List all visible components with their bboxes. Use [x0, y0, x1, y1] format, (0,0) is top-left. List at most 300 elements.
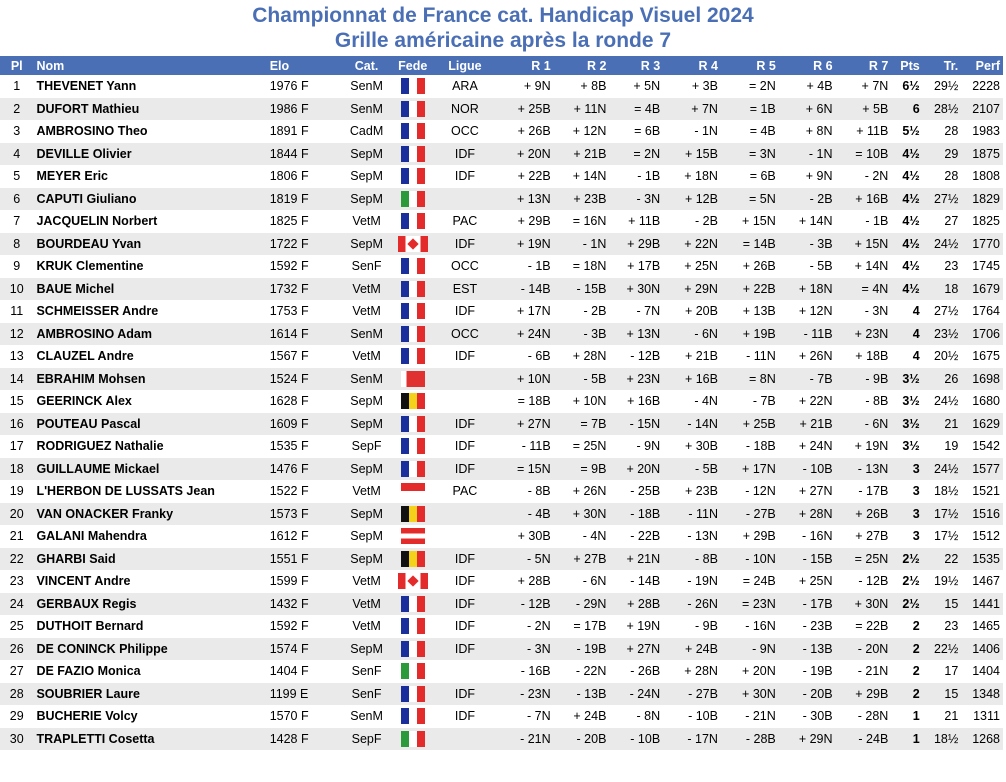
flag-icon [401, 101, 425, 117]
rank-cell: 17 [9, 439, 24, 454]
header-row [0, 56, 1003, 75]
player-name-link[interactable]: JACQUELIN Norbert [36, 214, 158, 229]
round-result-cell: - 11B [803, 326, 833, 341]
points-cell: 4½ [902, 191, 920, 206]
elo-cell: 1535 F [269, 439, 309, 454]
tiebreak-cell: 24½ [933, 461, 959, 476]
round-result-cell: - 27B [745, 506, 776, 521]
federation-cell [388, 593, 437, 616]
player-row[interactable] [0, 233, 1003, 256]
round-result-cell: + 5B [862, 101, 889, 116]
points-cell: 2½ [902, 596, 920, 611]
player-row[interactable] [0, 548, 1003, 571]
rank-cell: 28 [9, 686, 24, 701]
col-header-cat[interactable]: Cat. [354, 58, 379, 73]
round-result-cell: - 19B [802, 664, 833, 679]
round-result-cell: + 27N [516, 416, 551, 431]
round-result-cell: - 2B [809, 191, 833, 206]
round-result-cell: - 23N [520, 686, 551, 701]
points-cell: 3 [912, 461, 920, 476]
flag-icon [401, 348, 425, 364]
round-result-cell: - 6B [527, 349, 551, 364]
round-result-cell: + 26B [517, 124, 551, 139]
round-result-cell: - 9B [695, 619, 718, 634]
category-cell: SenM [350, 371, 383, 386]
player-name-link[interactable]: MEYER Eric [36, 169, 109, 184]
player-name-link[interactable]: DE FAZIO Monica [36, 664, 141, 679]
league-cell: IDF [454, 169, 475, 184]
points-cell: 2 [912, 619, 920, 634]
round-result-cell: + 23N [854, 326, 889, 341]
player-name-link[interactable]: GALANI Mahendra [36, 529, 147, 544]
round-result-cell: + 24B [684, 641, 718, 656]
elo-cell: 1806 F [269, 169, 309, 184]
elo-cell: 1722 F [269, 236, 309, 251]
league-cell: OCC [451, 326, 479, 341]
round-result-cell: + 8B [580, 79, 607, 94]
player-name-link[interactable]: DE CONINCK Philippe [36, 641, 168, 656]
round-result-cell: + 29N [684, 281, 718, 296]
round-result-cell: + 24B [573, 709, 607, 724]
player-row[interactable] [0, 593, 1003, 616]
round-result-cell: = 1B [749, 101, 776, 116]
performance-cell: 2107 [972, 101, 1000, 116]
federation-cell [388, 548, 437, 571]
tiebreak-cell: 22 [944, 551, 959, 566]
round-result-cell: - 16B [520, 664, 551, 679]
round-result-cell: - 30B [802, 709, 833, 724]
col-header-perf[interactable]: Perf [975, 58, 1000, 73]
round-result-cell: + 28B [517, 574, 551, 589]
round-result-cell: - 1B [865, 214, 889, 229]
round-result-cell: - 14B [520, 281, 551, 296]
round-result-cell: + 12N [798, 304, 833, 319]
performance-cell: 1983 [972, 124, 1000, 139]
performance-cell: 1825 [972, 214, 1000, 229]
league-cell: IDF [454, 709, 475, 724]
category-cell: VetM [352, 574, 381, 589]
round-result-cell: + 23B [573, 191, 607, 206]
points-cell: 1 [912, 709, 920, 724]
federation-cell [388, 390, 437, 413]
round-result-cell: - 13N [857, 461, 889, 476]
round-result-cell: + 29N [798, 731, 833, 746]
player-name-link[interactable]: SOUBRIER Laure [36, 686, 140, 701]
category-cell: SenM [350, 79, 383, 94]
league-cell: ARA [452, 79, 478, 94]
performance-cell: 1406 [972, 641, 1000, 656]
player-name-link[interactable]: GHARBI Said [36, 551, 116, 566]
points-cell: 4½ [902, 259, 920, 274]
player-row[interactable] [0, 525, 1003, 548]
player-row[interactable] [0, 345, 1003, 368]
player-name-link[interactable]: CLAUZEL Andre [36, 349, 134, 364]
player-row[interactable] [0, 255, 1003, 278]
round-result-cell: + 23B [684, 484, 718, 499]
player-name-link[interactable]: THEVENET Yann [36, 79, 137, 94]
round-result-cell: + 25B [517, 101, 551, 116]
player-row[interactable] [0, 413, 1003, 436]
round-result-cell: + 11B [628, 214, 661, 229]
round-result-cell: + 5N [633, 79, 661, 94]
category-cell: SepM [350, 169, 383, 184]
round-result-cell: - 18B [630, 506, 661, 521]
category-cell: VetM [352, 349, 381, 364]
tiebreak-cell: 19½ [933, 574, 959, 589]
flag-icon [401, 596, 425, 612]
round-result-cell: + 21B [684, 349, 718, 364]
round-result-cell: = 17B [573, 619, 607, 634]
round-result-cell: = 14B [742, 236, 776, 251]
round-result-cell: + 22N [798, 394, 833, 409]
performance-cell: 1808 [972, 169, 1000, 184]
rank-cell: 29 [9, 709, 24, 724]
elo-cell: 1524 F [269, 371, 309, 386]
performance-cell: 1465 [972, 619, 1000, 634]
player-name-link[interactable]: AMBROSINO Theo [36, 124, 148, 139]
player-row[interactable] [0, 435, 1003, 458]
category-cell: SepM [350, 551, 383, 566]
round-result-cell: - 27B [688, 686, 718, 701]
round-result-cell: + 17B [627, 259, 661, 274]
player-name-link[interactable]: GERBAUX Regis [36, 596, 137, 611]
round-result-cell: = 8N [749, 371, 776, 386]
col-header-r5[interactable]: R 5 [756, 58, 776, 73]
player-row[interactable] [0, 323, 1003, 346]
round-result-cell: + 29B [627, 236, 661, 251]
performance-cell: 1629 [972, 416, 1000, 431]
points-cell: 4 [912, 349, 920, 364]
player-name-link[interactable]: BAUE Michel [36, 281, 115, 296]
federation-cell [388, 210, 437, 233]
round-result-cell: = 9B [580, 461, 607, 476]
player-row[interactable] [0, 683, 1003, 706]
round-result-cell: - 20B [576, 731, 607, 746]
round-result-cell: - 9B [865, 371, 889, 386]
col-header-r7[interactable]: R 7 [868, 58, 889, 73]
round-result-cell: - 23B [802, 619, 833, 634]
elo-cell: 1599 F [269, 574, 309, 589]
col-header-ligue[interactable]: Ligue [448, 58, 482, 73]
player-row[interactable] [0, 210, 1003, 233]
points-cell: 2½ [902, 574, 920, 589]
player-row[interactable] [0, 728, 1003, 751]
col-header-r2[interactable]: R 2 [586, 58, 607, 73]
tiebreak-cell: 17½ [933, 506, 959, 521]
player-row[interactable] [0, 120, 1003, 143]
round-result-cell: + 25B [742, 416, 776, 431]
points-cell: 2½ [902, 551, 920, 566]
elo-cell: 1199 E [269, 686, 309, 701]
col-header-r6[interactable]: R 6 [813, 58, 833, 73]
rank-cell: 11 [10, 304, 24, 319]
col-header-r3[interactable]: R 3 [640, 58, 661, 73]
rank-cell: 3 [13, 124, 21, 139]
round-result-cell: - 10N [745, 551, 776, 566]
federation-cell [388, 98, 437, 121]
points-cell: 6 [912, 101, 920, 116]
player-row[interactable] [0, 660, 1003, 683]
page-title: Championnat de France cat. Handicap Visuel 2024 [252, 4, 754, 27]
player-row[interactable] [0, 480, 1003, 503]
league-cell: IDF [454, 574, 475, 589]
player-name-link[interactable]: AMBROSINO Adam [36, 326, 152, 341]
elo-cell: 1753 F [269, 304, 309, 319]
category-cell: SepF [351, 731, 382, 746]
round-result-cell: + 28N [684, 664, 718, 679]
round-result-cell: + 28N [798, 506, 833, 521]
round-result-cell: + 12N [572, 124, 607, 139]
category-cell: SenF [351, 664, 382, 679]
round-result-cell: = 4N [861, 281, 889, 296]
round-result-cell: + 13N [516, 191, 551, 206]
elo-cell: 1976 F [269, 79, 309, 94]
col-header-fede[interactable]: Fede [398, 58, 428, 73]
category-cell: SenF [351, 686, 382, 701]
elo-cell: 1573 F [269, 506, 309, 521]
round-result-cell: + 13N [626, 326, 661, 341]
round-result-cell: - 8N [636, 709, 661, 724]
round-result-cell: - 12B [630, 349, 661, 364]
federation-cell [388, 683, 437, 706]
player-row[interactable] [0, 188, 1003, 211]
round-result-cell: - 5B [583, 371, 607, 386]
flag-icon [401, 551, 425, 567]
round-result-cell: + 30N [742, 686, 776, 701]
round-result-cell: - 8B [865, 394, 889, 409]
player-row[interactable] [0, 165, 1003, 188]
player-row[interactable] [0, 458, 1003, 481]
col-header-r1[interactable]: R 1 [531, 58, 551, 73]
col-header-elo[interactable]: Elo [269, 58, 290, 73]
performance-cell: 1516 [972, 506, 1000, 521]
player-row[interactable] [0, 143, 1003, 166]
flag-icon [401, 483, 425, 499]
league-cell: IDF [454, 236, 475, 251]
tiebreak-cell: 29½ [933, 79, 959, 94]
elo-cell: 1574 F [269, 641, 309, 656]
round-result-cell: + 28N [572, 349, 607, 364]
round-result-cell: - 2N [864, 169, 889, 184]
round-result-cell: + 17N [742, 461, 776, 476]
round-result-cell: + 19N [854, 439, 889, 454]
federation-cell [388, 255, 437, 278]
player-name-link[interactable]: GEERINCK Alex [36, 394, 132, 409]
category-cell: SepF [351, 439, 382, 454]
player-name-link[interactable]: RODRIGUEZ Nathalie [36, 439, 164, 454]
round-result-cell: - 19N [687, 574, 718, 589]
player-name-link[interactable]: DUTHOIT Bernard [36, 619, 144, 634]
tiebreak-cell: 23 [944, 259, 959, 274]
round-result-cell: + 26N [572, 484, 607, 499]
performance-cell: 1348 [972, 686, 1000, 701]
round-result-cell: + 4B [806, 79, 833, 94]
player-row[interactable] [0, 390, 1003, 413]
player-name-link[interactable]: SCHMEISSER Andre [36, 304, 159, 319]
round-result-cell: - 9N [752, 641, 776, 656]
round-result-cell: = 15N [516, 461, 551, 476]
round-result-cell: - 22B [630, 529, 661, 544]
round-result-cell: - 16N [801, 529, 833, 544]
tiebreak-cell: 18 [944, 281, 959, 296]
rank-cell: 12 [9, 326, 24, 341]
player-row[interactable] [0, 638, 1003, 661]
category-cell: SepM [350, 529, 383, 544]
player-name-link[interactable]: BOURDEAU Yvan [36, 236, 142, 251]
round-result-cell: - 12B [858, 574, 889, 589]
flag-icon [401, 168, 425, 184]
round-result-cell: + 18N [798, 281, 833, 296]
round-result-cell: - 21N [745, 709, 776, 724]
flag-icon [401, 528, 425, 544]
rank-cell: 7 [13, 214, 21, 229]
round-result-cell: + 16B [627, 394, 661, 409]
performance-cell: 1512 [972, 529, 1000, 544]
player-row[interactable] [0, 98, 1003, 121]
flag-icon [398, 573, 428, 589]
player-name-link[interactable]: CAPUTI Giuliano [36, 191, 137, 206]
tiebreak-cell: 19 [944, 439, 959, 454]
tiebreak-cell: 18½ [933, 484, 959, 499]
round-result-cell: = 4B [749, 124, 776, 139]
round-result-cell: + 22N [684, 236, 718, 251]
tiebreak-cell: 17½ [933, 529, 959, 544]
round-result-cell: = 5N [749, 191, 776, 206]
round-result-cell: + 26B [742, 259, 776, 274]
flag-icon [398, 236, 428, 252]
col-header-r4[interactable]: R 4 [698, 58, 718, 73]
category-cell: SenF [351, 259, 382, 274]
round-result-cell: - 15N [629, 416, 661, 431]
round-result-cell: - 2B [695, 214, 718, 229]
player-row[interactable] [0, 300, 1003, 323]
player-name-link[interactable]: VAN ONACKER Franky [36, 506, 174, 521]
points-cell: 4 [912, 304, 920, 319]
round-result-cell: = 2N [633, 146, 661, 161]
category-cell: CadM [349, 124, 384, 139]
round-result-cell: = 7B [580, 416, 607, 431]
player-row[interactable] [0, 75, 1003, 98]
federation-cell [388, 300, 437, 323]
player-name-link[interactable]: GUILLAUME Mickael [36, 461, 160, 476]
round-result-cell: + 20B [684, 304, 718, 319]
round-result-cell: - 7N [636, 304, 661, 319]
tiebreak-cell: 27½ [933, 191, 959, 206]
league-cell: IDF [454, 349, 475, 364]
round-result-cell: + 15N [742, 214, 776, 229]
points-cell: 3½ [902, 416, 920, 431]
league-cell: NOR [451, 101, 479, 116]
round-result-cell: - 9N [636, 439, 661, 454]
flag-icon [401, 371, 425, 387]
round-result-cell: + 21N [626, 551, 661, 566]
round-result-cell: + 11B [856, 124, 889, 139]
flag-icon [401, 461, 425, 477]
elo-cell: 1612 F [269, 529, 309, 544]
player-name-link[interactable]: DUFORT Mathieu [36, 101, 140, 116]
performance-cell: 1467 [972, 574, 1000, 589]
rank-cell: 25 [9, 619, 24, 634]
category-cell: SepM [350, 461, 383, 476]
round-result-cell: - 8B [527, 484, 551, 499]
col-header-nom[interactable]: Nom [36, 58, 65, 73]
performance-cell: 1706 [972, 326, 1000, 341]
round-result-cell: + 26B [855, 506, 889, 521]
round-result-cell: - 3B [809, 236, 833, 251]
player-row[interactable] [0, 570, 1003, 593]
rank-cell: 4 [13, 146, 21, 161]
round-result-cell: + 21B [799, 416, 833, 431]
round-result-cell: = 22B [855, 619, 889, 634]
player-row[interactable] [0, 278, 1003, 301]
league-cell: OCC [451, 259, 479, 274]
round-result-cell: + 19N [516, 236, 551, 251]
round-result-cell: - 28B [745, 731, 776, 746]
player-name-link[interactable]: EBRAHIM Mohsen [36, 371, 146, 386]
round-result-cell: - 24B [858, 731, 889, 746]
round-result-cell: + 28B [627, 596, 661, 611]
round-result-cell: - 8B [695, 551, 718, 566]
player-name-link[interactable]: L'HERBON DE LUSSATS Jean [36, 484, 215, 499]
federation-cell [388, 480, 437, 503]
player-row[interactable] [0, 705, 1003, 728]
player-name-link[interactable]: KRUK Clementine [36, 259, 144, 274]
player-name-link[interactable]: TRAPLETTI Cosetta [36, 731, 155, 746]
player-name-link[interactable]: POUTEAU Pascal [36, 416, 141, 431]
rank-cell: 9 [13, 259, 21, 274]
round-result-cell: - 6N [694, 326, 718, 341]
round-result-cell: + 6N [805, 101, 833, 116]
col-header-pl[interactable]: Pl [10, 58, 23, 73]
round-result-cell: + 21B [573, 146, 607, 161]
col-header-tr[interactable]: Tr. [943, 58, 959, 73]
rank-cell: 1 [13, 79, 21, 94]
round-result-cell: = 18N [572, 259, 607, 274]
round-result-cell: - 12N [745, 484, 776, 499]
player-name-link[interactable]: DEVILLE Olivier [36, 146, 132, 161]
league-cell: IDF [454, 641, 475, 656]
player-name-link[interactable]: BUCHERIE Volcy [36, 709, 138, 724]
elo-cell: 1986 F [269, 101, 309, 116]
round-result-cell: = 2N [749, 79, 776, 94]
flag-icon [401, 731, 425, 747]
rank-cell: 19 [9, 484, 24, 499]
performance-cell: 1542 [972, 439, 1000, 454]
round-result-cell: - 4N [582, 529, 607, 544]
league-cell: IDF [454, 304, 475, 319]
points-cell: 3 [912, 506, 920, 521]
tiebreak-cell: 24½ [933, 394, 959, 409]
round-result-cell: - 3B [583, 326, 607, 341]
round-result-cell: + 3B [691, 79, 718, 94]
round-result-cell: + 10N [572, 394, 607, 409]
player-row[interactable] [0, 368, 1003, 391]
category-cell: SepM [350, 416, 383, 431]
round-result-cell: + 30N [572, 506, 607, 521]
player-row[interactable] [0, 503, 1003, 526]
round-result-cell: - 21N [857, 664, 889, 679]
performance-cell: 1311 [973, 709, 1000, 724]
round-result-cell: + 20N [516, 146, 551, 161]
round-result-cell: + 20N [742, 664, 776, 679]
points-cell: 2 [912, 641, 920, 656]
round-result-cell: - 17N [687, 731, 718, 746]
tiebreak-cell: 22½ [933, 641, 959, 656]
player-name-link[interactable]: VINCENT Andre [36, 574, 131, 589]
col-header-pts[interactable]: Pts [900, 58, 920, 73]
points-cell: 2 [912, 686, 920, 701]
player-row[interactable] [0, 615, 1003, 638]
